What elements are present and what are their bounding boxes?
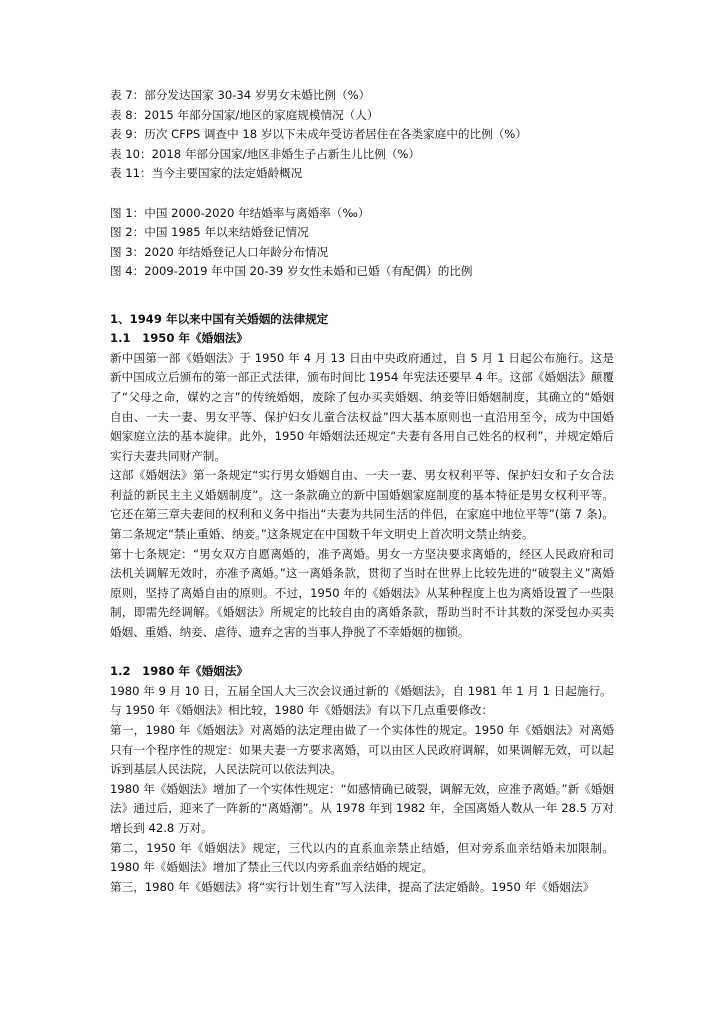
paragraph: 新中国第一部《婚姻法》于 1950 年 4 月 13 日由中央政府通过，自 5 月 1 日起公布施行。这是新中国成立后颁布的第一部正式法律，颁布时间比 1954 年宪法还要早 4 年。这部《婚姻法》颠覆了“父母之命，媒妁之言”的传统婚姻，废除了包办买卖婚姻、纳妾等旧婚姻制度，其确立的“婚姻自由、一夫一妻、男女平等、保护妇女儿童合法权益”四大基本原则也一直沿用至今，成为中国婚姻家庭立法的基本旋律。此外，1950 年婚姻法还规定“夫妻有各用自己姓名的权利”，并规定婚后实行夫妻共同财产制。	[110, 350, 614, 463]
paragraph: 第一，1980 年《婚姻法》对离婚的法定理由做了一个实体性的规定。1950 年《婚姻法》对离婚只有一个程序性的规定：如果夫妻一方要求离婚，可以由区人民政府调解，如果调解无效，可以起诉到基层人民法院，人民法院可以依法判决。	[110, 723, 614, 777]
spacer	[110, 643, 614, 663]
table-caption: 表 9：历次 CFPS 调查中 18 岁以下未成年受访者居住在各类家庭中的比例（%）	[110, 127, 527, 142]
paragraph: 第三，1980 年《婚姻法》将“实行计划生育”写入法律，提高了法定婚龄。1950 年《婚姻法》	[110, 879, 595, 894]
table-caption: 表 11：当今主要国家的法定婚龄概况	[110, 166, 303, 181]
table-list	[110, 86, 614, 184]
section-heading: 1、1949 年以来中国有关婚姻的法律规定	[110, 311, 329, 326]
figure-caption: 图 2：中国 1985 年以来结婚登记情况	[110, 225, 309, 240]
figure-caption: 图 3：2020 年结婚登记人口年龄分布情况	[110, 244, 329, 259]
paragraph: 1980 年《婚姻法》增加了一个实体性规定：“如感情确已破裂，调解无效，应准予离婚。”新《婚姻法》通过后，迎来了一阵新的“离婚潮”。从 1978 年到 1982 年，全国离婚人数从一年 28.5 万对增长到 42.8 万对。	[110, 781, 614, 835]
paragraph: 第十七条规定：“男女双方自愿离婚的，准予离婚。男女一方坚决要求离婚的，经区人民政府和司法机关调解无效时，亦准予离婚。”这一离婚条款，贯彻了当时在世界上比较先进的“破裂主义”离婚原则，坚持了离婚自由的原则。不过，1950 年的《婚姻法》从某种程度上也为离婚设置了一些限制，即需先经调解。《婚姻法》所规定的比较自由的离婚条款，帮助当时不计其数的深受包办买卖婚姻、重婚、纳妾、虐待、遗弃之害的当事人挣脱了不幸婚姻的枷锁。	[110, 546, 614, 640]
table-caption: 表 8：2015 年部分国家/地区的家庭规模情况（人）	[110, 107, 379, 122]
subsection-heading: 1.2 1980 年《婚姻法》	[110, 664, 248, 679]
paragraph: 与 1950 年《婚姻法》相比较，1980 年《婚姻法》有以下几点重要修改：	[110, 703, 494, 718]
figure-list	[110, 204, 614, 282]
figure-caption: 图 1：中国 2000-2020 年结婚率与离婚率（‰）	[110, 205, 370, 220]
spacer	[110, 282, 614, 302]
paragraph: 1980 年 9 月 10 日，五届全国人大三次会议通过新的《婚姻法》，自 1981 年 1 月 1 日起施行。	[110, 683, 612, 698]
table-caption: 表 7：部分发达国家 30-34 岁男女未婚比例（%）	[110, 88, 371, 102]
paragraph: 这部《婚姻法》第一条规定“实行男女婚姻自由、一夫一妻、男女权利平等、保护妇女和子女合法利益的新民主主义婚姻制度”。这一条款确立的新中国婚姻家庭制度的基本特征是男女权利平等。它还在第三章夫妻间的权利和义务中指出“夫妻为共同生活的伴侣，在家庭中地位平等”(第 7 条)。第二条规定“禁止重婚、纳妾。”这条规定在中国数千年文明史上首次明文禁止纳妾。	[110, 468, 614, 542]
subsection-heading: 1.1 1950 年《婚姻法》	[110, 331, 248, 346]
figure-caption: 图 4：2009-2019 年中国 20-39 岁女性未婚和已婚（有配偶）的比例	[110, 264, 473, 279]
spacer	[110, 184, 614, 204]
table-caption: 表 10：2018 年部分国家/地区非婚生子占新生儿比例（%）	[110, 146, 421, 161]
paragraph: 第二，1950 年《婚姻法》规定，三代以内的直系血亲禁止结婚，但对旁系血亲结婚未加限制。1980 年《婚姻法》增加了禁止三代以内旁系血亲结婚的规定。	[110, 840, 614, 875]
